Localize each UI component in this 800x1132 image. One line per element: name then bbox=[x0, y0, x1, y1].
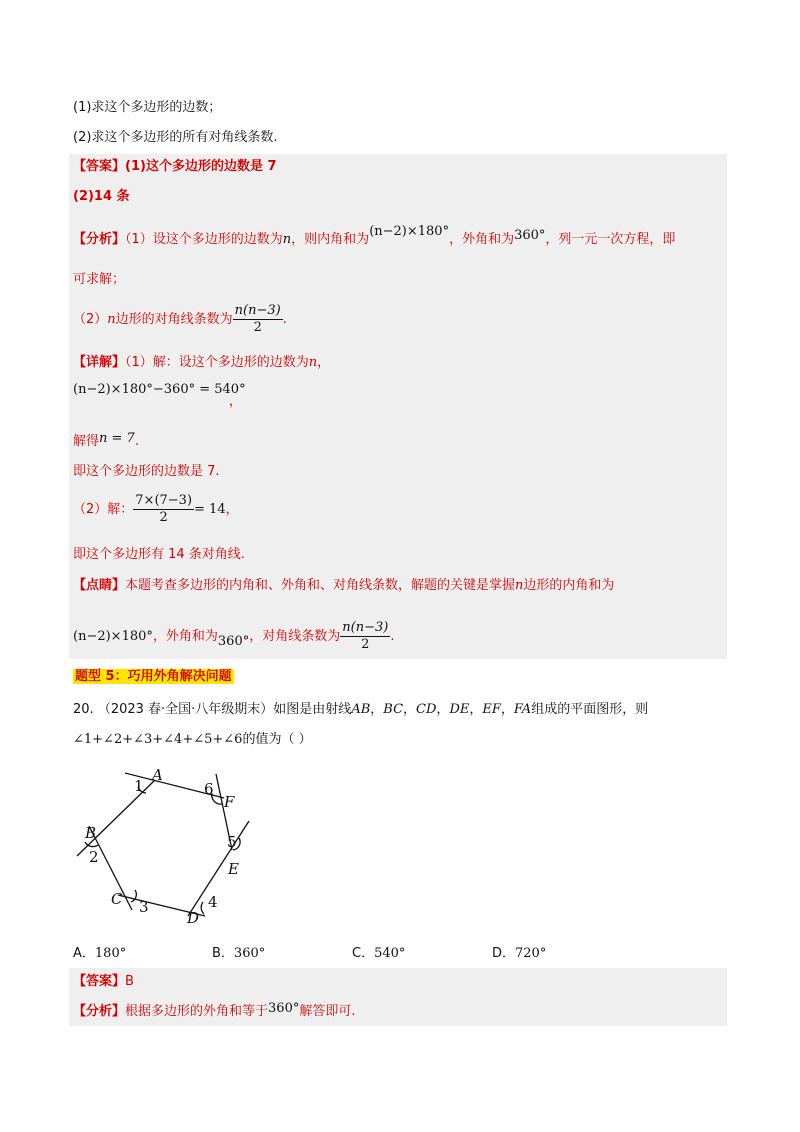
question-part1: (1)求这个多边形的边数； bbox=[73, 100, 222, 115]
answer-line1 bbox=[73, 157, 277, 177]
solution-n: n = 7 bbox=[99, 431, 135, 446]
polygon-figure bbox=[70, 765, 260, 930]
diagonal-fraction bbox=[233, 303, 283, 336]
choice-b[interactable] bbox=[212, 942, 265, 961]
comment-text: ，外角和为 bbox=[152, 629, 218, 644]
analysis-text: . bbox=[282, 312, 287, 327]
answer-label: 【答案】 bbox=[73, 974, 126, 989]
vertex-label-e: E bbox=[228, 860, 239, 878]
separator: ， bbox=[469, 702, 483, 717]
var-n: n bbox=[282, 232, 292, 247]
angle-arc-4 bbox=[201, 902, 204, 914]
ray-de bbox=[188, 821, 249, 916]
analysis-line2: 可求解； bbox=[73, 272, 126, 287]
question-text: （2023 春·全国·八年级期末）如图是由射线 bbox=[97, 702, 352, 717]
angle-label-2: 2 bbox=[89, 848, 99, 866]
detail-text: ， bbox=[225, 502, 239, 517]
separator: ， bbox=[436, 702, 450, 717]
choice-a[interactable] bbox=[73, 942, 126, 961]
ray-label: BC bbox=[383, 702, 404, 717]
choice-letter: B． bbox=[212, 946, 234, 961]
fraction-numerator: 7×(7−3) bbox=[135, 493, 193, 508]
choice-letter: D． bbox=[492, 946, 516, 961]
choice-value: 540° bbox=[374, 946, 406, 961]
ray-label: CD bbox=[416, 702, 437, 717]
analysis-text: （2） bbox=[73, 312, 108, 327]
ray-label: DE bbox=[449, 702, 470, 717]
fraction-denominator: 2 bbox=[253, 320, 262, 335]
answer-line2: (2)14 条 bbox=[73, 189, 130, 204]
diagonal-calc-fraction bbox=[133, 493, 194, 526]
q20-line2 bbox=[73, 730, 312, 750]
detail-text: . bbox=[134, 434, 139, 449]
ray-label: EF bbox=[482, 702, 501, 717]
separator: ， bbox=[370, 702, 384, 717]
vertex-label-d: D bbox=[187, 909, 200, 927]
angle-label-1: 1 bbox=[134, 777, 144, 795]
analysis-line1 bbox=[73, 224, 676, 250]
detail-line4: 即这个多边形的边数是 7. bbox=[73, 464, 220, 479]
exterior-sum-value: 360° bbox=[268, 1001, 300, 1016]
fraction-numerator: n(n−3) bbox=[234, 303, 281, 318]
detail-text: （1）解：设这个多边形的边数为 bbox=[125, 355, 309, 370]
detail-text: （2）解： bbox=[73, 502, 134, 517]
comment-line2 bbox=[73, 620, 394, 654]
detail-label: 【详解】 bbox=[73, 355, 126, 370]
analysis-text: 边形的对角线条数为 bbox=[115, 312, 233, 327]
var-n: n bbox=[107, 312, 116, 327]
exterior-sum-expr: 360° bbox=[514, 228, 546, 243]
detail-equation1 bbox=[73, 380, 246, 400]
analysis-text: 根据多边形的外角和等于 bbox=[125, 1004, 269, 1019]
choice-value: 360° bbox=[233, 946, 266, 961]
angle-sum-expr: ∠1+∠2+∠3+∠4+∠5+∠6 bbox=[73, 732, 243, 747]
choice-letter: A． bbox=[73, 946, 95, 961]
choice-c[interactable] bbox=[352, 942, 405, 961]
angle-label-5: 5 bbox=[227, 833, 237, 851]
choice-value: 180° bbox=[94, 946, 127, 961]
question-number: 20. bbox=[73, 702, 94, 717]
detail-text: ， bbox=[317, 355, 331, 370]
vertex-label-a: A bbox=[152, 766, 163, 784]
analysis-label: 【分析】 bbox=[73, 232, 126, 247]
equation-right: = 540° bbox=[199, 382, 246, 397]
question-text: 组成的平面图形，则 bbox=[531, 702, 649, 717]
detail-line1 bbox=[73, 353, 330, 373]
q20-line1 bbox=[73, 700, 648, 720]
separator: ， bbox=[500, 702, 514, 717]
equation-left: (n−2)×180°−360° bbox=[73, 382, 196, 397]
detail-line5 bbox=[73, 492, 239, 528]
fraction-denominator: 2 bbox=[361, 637, 370, 652]
comment-text: ，对角线条数为 bbox=[249, 629, 341, 644]
equation-right: = 14 bbox=[194, 502, 226, 517]
analysis-text: ，列一元一次方程，即 bbox=[545, 232, 676, 247]
analysis-text: ，外角和为 bbox=[449, 232, 515, 247]
question-text: 的值为（ ） bbox=[242, 732, 312, 747]
choice-value: 720° bbox=[515, 946, 547, 961]
fraction-numerator: n(n−3) bbox=[342, 620, 389, 635]
angle-arc-3 bbox=[131, 890, 136, 902]
comment-text: 边形的内角和为 bbox=[523, 578, 615, 593]
detail-line3 bbox=[73, 432, 139, 452]
section-heading bbox=[73, 667, 234, 687]
comment-line1 bbox=[73, 576, 614, 596]
detail-comma: ， bbox=[229, 394, 243, 409]
detail-text: 解得 bbox=[73, 434, 100, 449]
angle-label-3: 3 bbox=[139, 898, 149, 916]
diagonal-fraction bbox=[340, 620, 390, 653]
question-part2: (2)求这个多边形的所有对角线条数. bbox=[73, 130, 278, 145]
comment-label: 【点睛】 bbox=[73, 578, 126, 593]
answer-label: 【答案】 bbox=[73, 159, 126, 174]
analysis-label: 【分析】 bbox=[73, 1004, 126, 1019]
comment-text: . bbox=[390, 629, 395, 644]
choice-d[interactable] bbox=[492, 942, 546, 961]
vertex-label-f: F bbox=[224, 793, 235, 811]
analysis-text: ，则内角和为 bbox=[291, 232, 370, 247]
var-n: n bbox=[308, 355, 318, 370]
fraction-denominator: 2 bbox=[159, 510, 168, 525]
vertex-label-b: B bbox=[85, 824, 97, 842]
section-title: 题型 5：巧用外角解决问题 bbox=[75, 669, 232, 684]
angle-label-6: 6 bbox=[204, 780, 214, 798]
analysis20-line bbox=[73, 1002, 356, 1022]
answer-value: B bbox=[125, 974, 134, 989]
choice-letter: C． bbox=[352, 946, 375, 961]
angle-label-4: 4 bbox=[208, 893, 218, 911]
answer20-line bbox=[73, 972, 134, 992]
interior-sum-expr: (n−2)×180° bbox=[73, 629, 153, 644]
analysis-line3 bbox=[73, 303, 287, 337]
analysis-text: （1）设这个多边形的边数为 bbox=[125, 232, 283, 247]
separator: ， bbox=[403, 702, 417, 717]
var-n: n bbox=[515, 578, 524, 593]
exterior-sum-expr: 360° bbox=[217, 634, 250, 649]
analysis-text: 解答即可. bbox=[299, 1004, 356, 1019]
vertex-label-c: C bbox=[111, 890, 123, 908]
interior-sum-expr: (n−2)×180° bbox=[369, 224, 450, 239]
ray-label: AB bbox=[351, 702, 371, 717]
ray-label: FA bbox=[513, 702, 532, 717]
detail-line6: 即这个多边形有 14 条对角线. bbox=[73, 547, 245, 562]
answer-text1: (1)这个多边形的边数是 7 bbox=[125, 159, 277, 174]
comment-text: 本题考查多边形的内角和、外角和、对角线条数，解题的关键是掌握 bbox=[125, 578, 516, 593]
